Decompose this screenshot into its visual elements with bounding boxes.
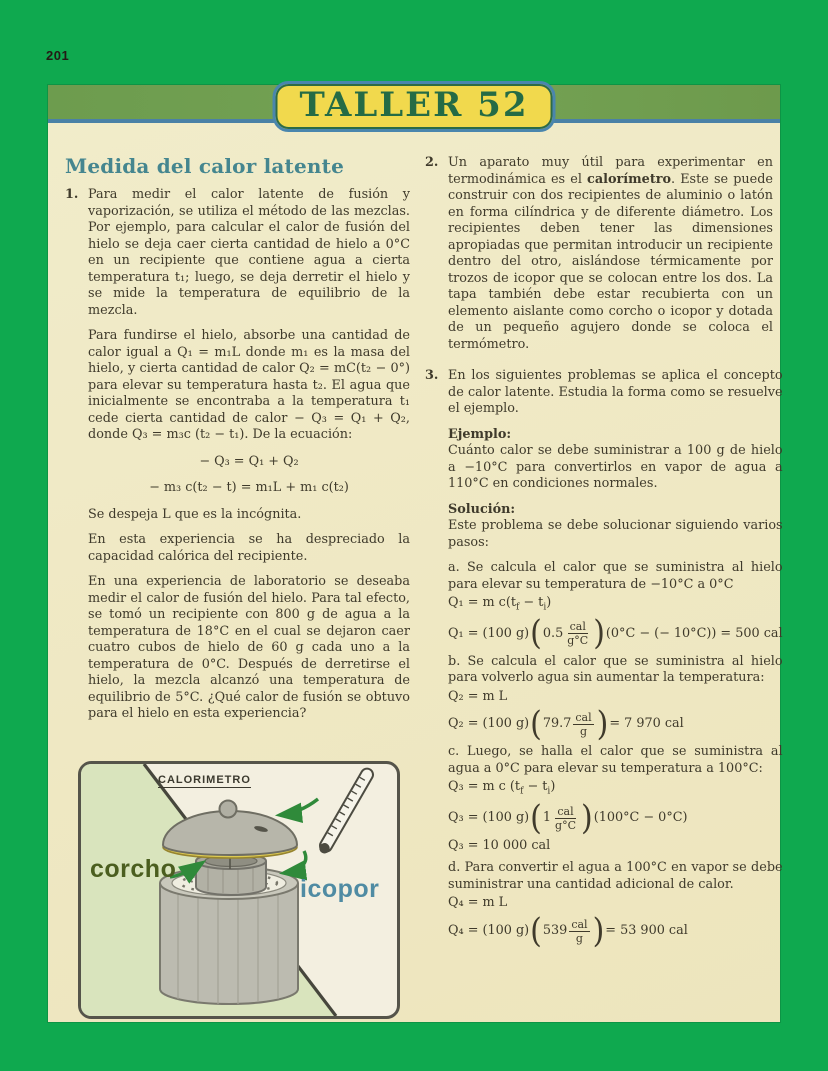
right-column [425,155,783,957]
solucion-label: Solución: [448,501,516,517]
step-c-text: c. Luego, se halla el calor que se suministra al agua a 0°C para elevar su temperatura a 100°C: [448,744,783,776]
equation: Q₃ = 10 000 cal [448,837,551,853]
figure-label-icopor: icopor [300,875,380,903]
equation: Q₂ = (100 g) ( 79.7 $\frac{\text{cal}}{g}$ ) = 7 970 cal [448,705,684,745]
list-item-1 [65,187,410,732]
equation: − Q₃ = Q₁ + Q₂ [199,453,299,469]
equation: Q₃ = m c $(t_f - t_i)$ [448,779,556,797]
item-number: 3. [425,368,439,383]
right-paren: ) [581,798,593,838]
equation: Q₂ = m L [448,688,508,704]
left-paren: ( [530,912,542,952]
figure-label-corcho: corcho [90,855,177,883]
textbook-page [48,85,783,1022]
fraction: $\frac{\text{cal}}{g}$ [571,917,588,946]
left-paren: ( [530,614,542,654]
equation: Q₄ = m L [448,895,508,911]
left-column [65,155,410,738]
paragraph: Se despeja L que es la incógnita. [88,506,302,522]
paragraph: Para fundirse el hielo, absorbe una cantidad de calor igual a Q₁ = m₁L donde m₁ es la masa del hielo, y cierta cantidad de calor Q₂ = mC(t₂ − 0°) para elevar su temperatura hasta t₂. El agua que inicialmente se encontraba a la temperatura t₁ cede cierta cantidad de calor − Q₃ = Q₁ + Q₂, donde Q₃ = m₃c (t₂ − t₁). De la ecuación: [88,328,410,442]
left-paren: ( [530,705,542,745]
step-a-text: a. Se calcula el calor que se suministra al hielo para elevar su temperatura de −10°C a 0°C [448,560,783,592]
fraction: $\frac{\text{cal}}{g}$ [575,711,592,739]
paragraph: Este problema se debe solucionar siguiendo varios pasos: [448,518,783,550]
ejemplo-label: Ejemplo: [448,426,512,442]
header-band [48,85,780,123]
calorimeter-figure [78,761,400,1019]
fraction: $\frac{\text{cal}}{g^\circ C}$ [555,804,576,832]
item-body [88,187,410,732]
right-paren: ) [593,614,605,654]
item-body [448,155,773,362]
paragraph: En esta experiencia se ha despreciado la capacidad calórica del recipiente. [88,532,410,564]
bold-term: calorímetro [587,171,672,187]
equation: Q₃ = (100 g) ( 1 $\frac{\text{cal}}{g^\circ C}$ ) (100°C − 0°C) [448,798,688,838]
paragraph: En los siguientes problemas se aplica el concepto de calor latente. Estudia la forma como se resuelve el ejemplo. [448,368,783,416]
fraction: $\frac{\text{cal}}{g^\circ C}$ [567,620,589,648]
workshop-badge [273,81,556,132]
list-item-3 [425,368,783,952]
paragraph: Para medir el calor latente de fusión y vaporización, se utiliza el método de las mezclas. Por ejemplo, para calcular el calor de fusión del hielo se deja caer cierta cantidad de hielo a 0°C en un recipiente que contiene agua a cierta temperatura t₁; luego, se deja derretir el hielo y se mide la temperatura de equilibrio de la mezcla. [88,187,410,318]
equation: Q₁ = (100 g) ( 0.5 $\frac{\text{cal}}{g^\circ C}$ ) (0°C − (− 10°C)) = 500 cal [448,614,783,654]
item-number: 1. [65,187,79,202]
left-paren: ( [530,798,542,838]
inner-container [196,853,266,895]
paragraph: En una experiencia de laboratorio se deseaba medir el calor de fusión del hielo. Para tal efecto, se tomó un recipiente con 800 g de agua a la temperatura de 18°C en el cual se dejaron caer cuatro cubos de hielo de 60 g cada uno a la temperatura de 0°C. Después de derretirse el hielo, la mezcla alcanzó una temperatura de equilibrio de 5°C. ¿Qué calor de fusión se obtuvo para el hielo en esta experiencia? [88,574,410,721]
item-number: 2. [425,155,439,170]
step-b-text: b. Se calcula el calor que se suministra al hielo para volverlo agua sin aumentar la temperatura: [448,653,783,686]
section-heading: Medida del calor latente [65,154,345,178]
paragraph: Cuánto calor se debe suministrar a 100 g de hielo a −10°C para convertirlos en vapor de agua a 110°C en condiciones normales. [448,443,783,491]
equation: Q₄ = (100 g) ( 539 $\frac{\text{cal}}{g}$ ) = 53 900 cal [448,912,688,952]
workshop-title: TALLER 52 [299,85,529,125]
page-number: 201 [46,48,70,63]
right-paren: ) [596,705,609,745]
paragraph: Un aparato muy útil para experimentar en termodinámica es el calorímetro. Este se puede construir con dos recipientes de aluminio o latón en forma cilíndrica y de diferente diámetro. Los recipientes deben tener las dimensiones apropiadas que permitan introducir un recipiente dentro del otro, aislándose térmicamente por trozos de icopor que se colocan entre los dos. La tapa también debe estar recubierta con un elemento aislante como corcho o icopor y dotada de un pequeño agujero donde se coloca el termómetro. [448,155,773,352]
figure-label-calorimetro: CALORIMETRO [158,774,251,786]
list-item-2 [425,155,773,362]
equation: Q₁ = m $c(t_f - t_i)$ [448,595,552,613]
item-body [448,368,783,951]
step-d-text: d. Para convertir el agua a 100°C en vapor se debe suministrar una cantidad adicional de calor. [448,860,783,892]
right-paren: ) [592,912,605,952]
equation: − m₃ c(t₂ − t) = m₁L + m₁ c(t₂) [149,480,349,495]
